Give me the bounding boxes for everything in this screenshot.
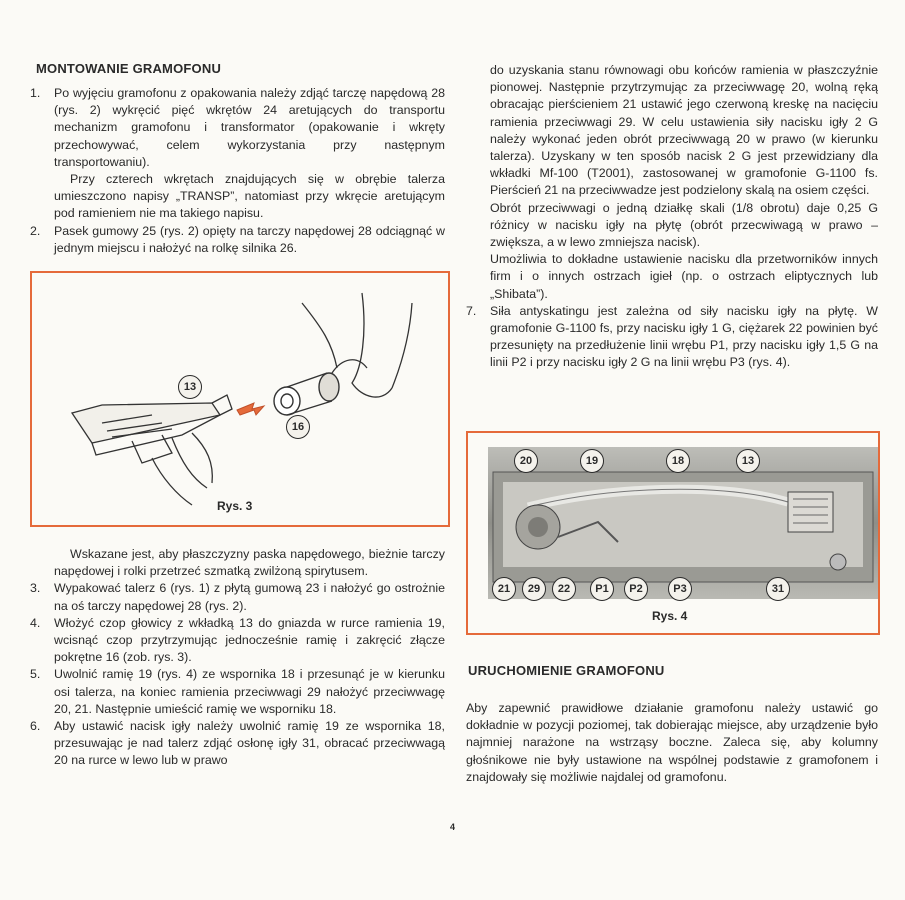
list-item-7 [466,303,878,372]
paragraph-leveling: Aby zapewnić prawidłowe działanie gramofonu należy ustawić go dokładnie w pozycji poziomej, tak dobierając miejsce, aby urządzenie było najmniej narażone na wstrząsy boczne. Zaleca się, aby kolumny głośnikowe nie były ustawione na wspólnej podstawie z gramofonem i znajdowały się możliwie najdalej od gramofonu. [466,701,878,784]
figure-4-caption: Rys. 4 [652,609,688,623]
callout-label: 21 [497,583,511,595]
callout-label: 13 [741,455,755,467]
item-number: 5. [30,667,41,682]
direction-arrow [237,403,264,415]
fig3-callout-13: 13 [178,375,202,399]
fig3-callout-16 [286,415,310,439]
callout-label: P1 [595,583,609,595]
fig4-callout-p2 [624,577,648,601]
callout-label: 19 [585,455,599,467]
item1-continuation: Przy czterech wkrętach znajdujących się w obrębie talerza umieszczono napisy „TRANSP”, natomiast przy wkręcie aretującym pod ramieniem nie ma takiego napisu. [54,172,445,221]
paragraph-counterweight: do uzyskania stanu równowagi obu końców ramienia w płaszczyźnie pionowej. Następnie przytrzymując za przeciwwagę 20, wolną ręką obracając pierścieniem 21 ustawić jego czerwoną kreskę na nacięciu ramienia przeciwwagi 29. W celu ustawienia siły nacisku igły 2 G należy wykonać jeden obrót przeciwwagą 20 w prawo (w kierunku talerza). Uzyskany w ten sposób nacisk 2 G jest przewidziany dla wkładki Mf-100 (T2001), zastosowanej w gramofonie G-1100 fs. Pierścień 21 na przeciwwadze jest podzielony skalą na osiem części. [490,63,878,198]
figure-3-illustration [32,273,448,525]
item-number: 2. [30,223,41,238]
callout-label: 18 [671,455,685,467]
figure-3-frame [30,271,450,527]
page-number: 4 [450,822,456,832]
heading-uruchomienie: URUCHOMIENIE GRAMOFONU [468,663,665,678]
right-hand-drawing [302,293,412,397]
list-item-4 [30,615,445,667]
item-number: 3. [30,581,41,596]
fig4-callout-22 [552,577,576,601]
callout-label: P2 [629,583,643,595]
fig4-callout-29 [522,577,546,601]
item-text: Uwolnić ramię 19 (rys. 4) ze wspornika 18 i przesunąć je w kierunku osi talerza, na koniec ramienia przeciwwagi 29 nałożyć przeciwwagę 20, 21. Następnie umieścić ramię we wsporniku 18. [54,667,445,716]
item-number: 7. [466,303,477,318]
right-column-bottom [466,700,878,786]
list-item-6 [30,718,445,770]
callout-label: 20 [519,455,533,467]
callout-label: 31 [771,583,785,595]
fig4-callout-p1 [590,577,614,601]
item2-continuation: Wskazane jest, aby płaszczyzny paska napędowego, bieżnie tarczy napędowej i rolki przetrzeć szmatką zwilżoną spirytusem. [54,547,445,579]
right-column-top [466,62,878,372]
fig4-callout-31 [766,577,790,601]
left-hand-drawing [152,433,212,505]
item-number: 4. [30,615,41,630]
list-item-5 [30,666,445,718]
item-text: Siła antyskatingu jest zależna od siły nacisku igły na płytę. W gramofonie G-1100 fs, przy nacisku igły 1 G, ciężarek 22 powinien być przesunięty na przedłużenie linii wrębu P1, przy nacisku igły 1,5 G na linii P2 i przy nacisku igły 2 G na linii wrębu P3 (rys. 4). [490,303,878,370]
fig4-callout-18 [666,449,690,473]
list-item-2 [30,223,445,257]
list-item-1 [30,85,445,171]
item-number: 6. [30,719,41,734]
fig4-callout-20 [514,449,538,473]
item-text: Pasek gumowy 25 (rys. 2) opięty na tarczy napędowej 28 odciągnąć w jednym miejscu i nałożyć na rolkę silnika 26. [54,223,445,255]
fig4-callout-13 [736,449,760,473]
list-item-3 [30,580,445,614]
item-text: Po wyjęciu gramofonu z opakowania należy zdjąć tarczę napędową 28 (rys. 2) wykręcić pięć wkrętów 24 aretujących do transportu mechanizm gramofonu i transformator (opakowanie i wkręty przechowywać, celem wykorzystania przy następnym transportowaniu). [54,86,445,169]
callout-label: 29 [527,583,541,595]
item-number: 1. [30,86,41,100]
figure-3-caption: Rys. 3 [217,499,253,513]
item-text: Włożyć czop głowicy z wkładką 13 do gniazda w rurce ramienia 19, wcisnąć czop przytrzymując jednocześnie ramię i zakręcić złącze pokrętne 16 (zob. rys. 3). [54,615,445,665]
paragraph-other-cartridges: Umożliwia to dokładne ustawienie nacisku dla przetworników innych firm i o innych ostrzach igieł (np. o ostrzach eliptycznych lub „Shibata”). [490,252,878,301]
paragraph-scale: Obrót przeciwwagi o jedną działkę skali (1/8 obrotu) daje 0,25 G różnicy w nacisku igły na płytę (obrót przecwiwagą w prawo – zwiększa, a w lewo zmniejsza nacisk). [490,200,878,250]
fig4-callout-p3 [668,577,692,601]
fig4-callout-21 [492,577,516,601]
left-column-top [30,85,445,257]
fig4-callout-19 [580,449,604,473]
cartridge-drawing [72,395,232,463]
callout-label: P3 [673,583,687,595]
tonearm-connector-drawing [274,373,339,415]
callout-label: 16 [291,421,305,433]
item-text: Aby ustawić nacisk igły należy uwolnić ramię 19 ze wspornika 18, przesuwając je nad talerz zdjąć osłonę igły 31, obracać przeciwwagą 20 na rurce w lewo lub w prawo [54,719,445,768]
item-text: Wypakować talerz 6 (rys. 1) z płytą gumową 23 i nałożyć go ostrożnie na oś tarczy napędowej 28 (rys. 2). [54,581,445,613]
heading-montowanie: MONTOWANIE GRAMOFONU [36,61,222,76]
figure-4-frame [466,431,880,635]
callout-label: 22 [557,583,571,595]
left-column-bottom [30,546,445,770]
